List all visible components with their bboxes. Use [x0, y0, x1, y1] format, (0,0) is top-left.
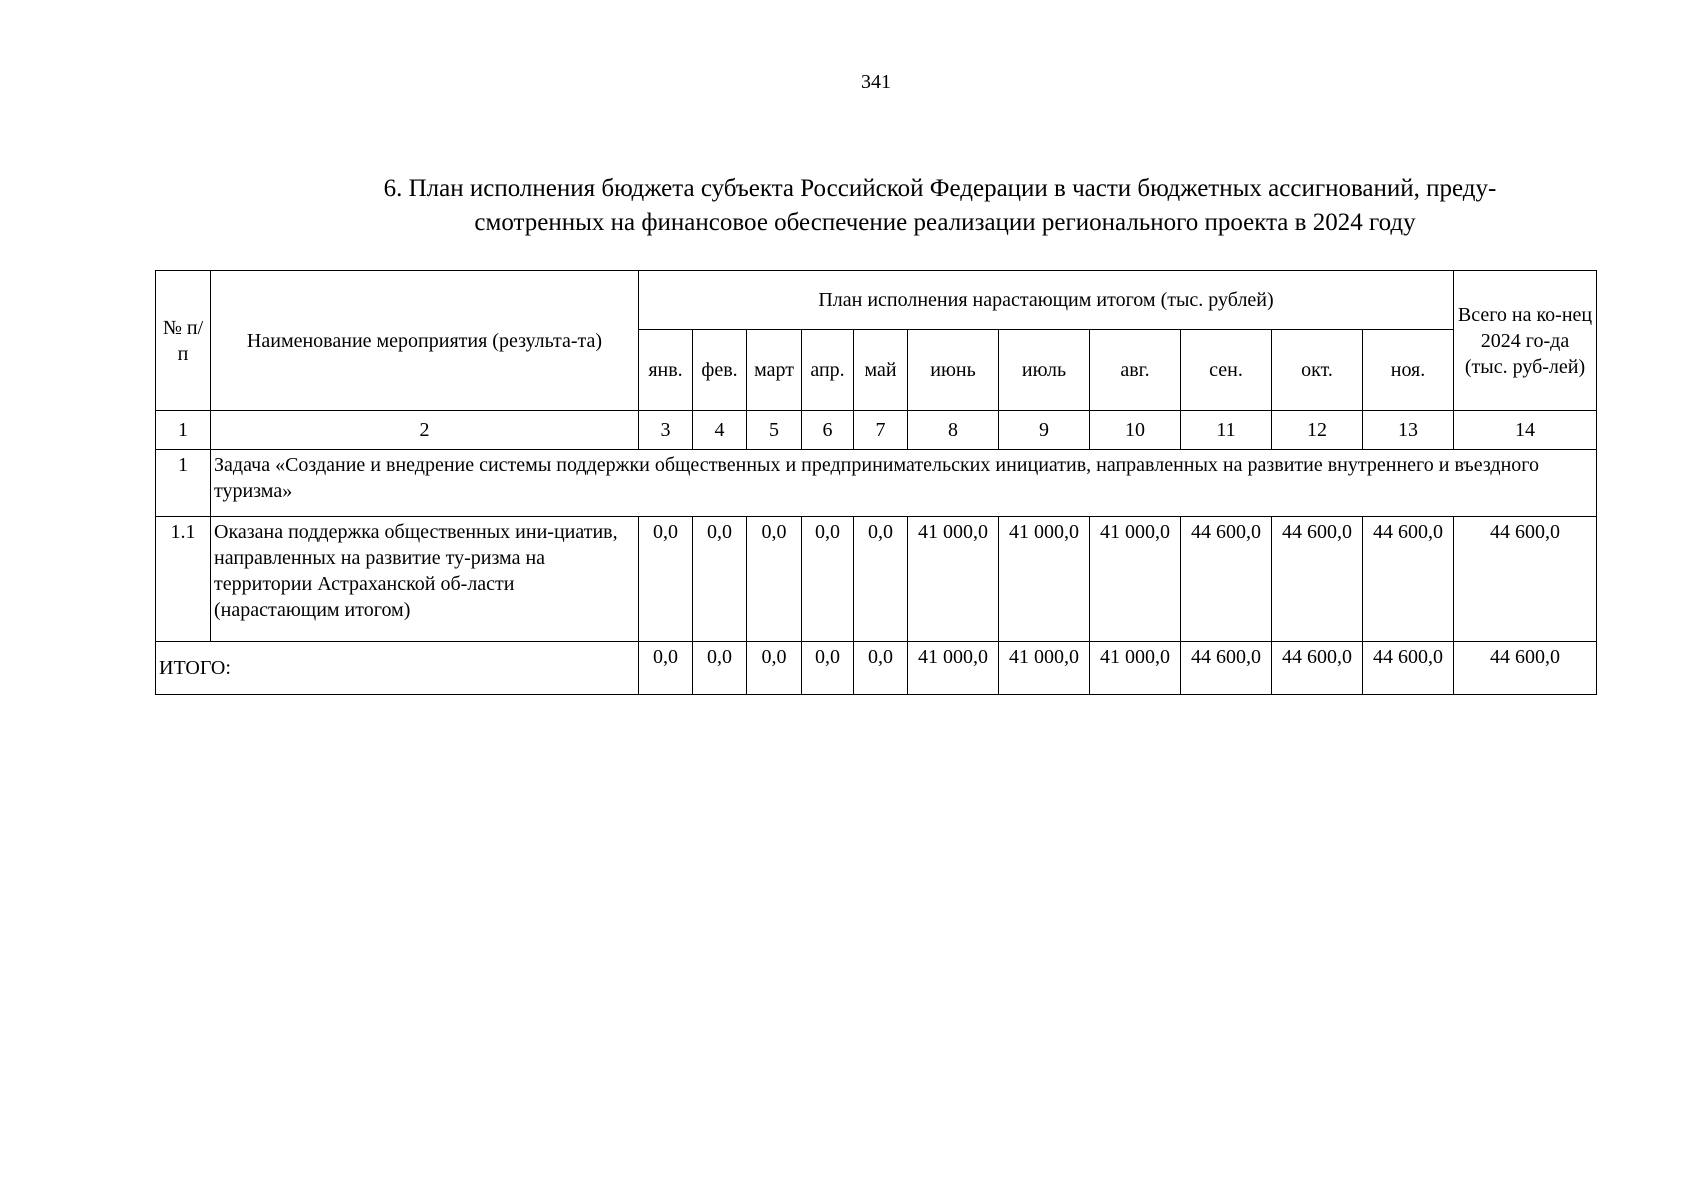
header-total: Всего на ко-нец 2024 го-да (тыс. руб-лей) — [1454, 271, 1597, 411]
item-num: 1.1 — [156, 517, 211, 642]
item-value: 44 600,0 — [1181, 517, 1272, 642]
total-value: 44 600,0 — [1181, 642, 1272, 695]
budget-plan-table — [155, 270, 1597, 695]
total-value: 0,0 — [854, 642, 908, 695]
header-plan: План исполнения нарастающим итогом (тыс. рублей) — [639, 271, 1454, 330]
item-value: 44 600,0 — [1272, 517, 1363, 642]
section-title — [280, 172, 1600, 240]
total-label: ИТОГО: — [156, 642, 639, 695]
header-month: март — [747, 330, 802, 411]
total-value: 41 000,0 — [999, 642, 1090, 695]
item-value: 0,0 — [639, 517, 693, 642]
header-month: ноя. — [1363, 330, 1454, 411]
header-month: авг. — [1090, 330, 1181, 411]
header-month: июль — [999, 330, 1090, 411]
total-value: 41 000,0 — [908, 642, 999, 695]
index-cell: 10 — [1090, 411, 1181, 450]
header-month: окт. — [1272, 330, 1363, 411]
task-row — [156, 450, 1597, 517]
total-value: 0,0 — [747, 642, 802, 695]
section-title-line-2: смотренных на финансовое обеспечение реализации регионального проекта в 2024 году — [474, 209, 1416, 236]
task-text: Задача «Создание и внедрение системы поддержки общественных и предпринимательских инициатив, направленных на развитие внутреннего и въездного туризма» — [211, 450, 1597, 517]
item-value: 41 000,0 — [1090, 517, 1181, 642]
total-value: 44 600,0 — [1272, 642, 1363, 695]
index-cell: 3 — [639, 411, 693, 450]
total-value: 0,0 — [693, 642, 747, 695]
header-month: янв. — [639, 330, 693, 411]
total-value: 0,0 — [639, 642, 693, 695]
header-month: май — [854, 330, 908, 411]
total-value: 0,0 — [802, 642, 854, 695]
header-month: апр. — [802, 330, 854, 411]
total-value: 41 000,0 — [1090, 642, 1181, 695]
index-cell: 6 — [802, 411, 854, 450]
index-cell: 5 — [747, 411, 802, 450]
index-cell: 13 — [1363, 411, 1454, 450]
header-month: сен. — [1181, 330, 1272, 411]
item-value: 0,0 — [747, 517, 802, 642]
header-name: Наименование мероприятия (результа-та) — [211, 271, 639, 411]
index-cell: 8 — [908, 411, 999, 450]
item-name: Оказана поддержка общественных ини-циатив, направленных на развитие ту-ризма на территории Астраханской об-ласти (нарастающим итогом) — [211, 517, 639, 642]
header-month: июнь — [908, 330, 999, 411]
page-number: 341 — [861, 71, 891, 93]
item-value: 0,0 — [802, 517, 854, 642]
table-index-row — [156, 411, 1597, 450]
index-cell: 14 — [1454, 411, 1597, 450]
index-cell: 9 — [999, 411, 1090, 450]
index-cell: 7 — [854, 411, 908, 450]
index-cell: 1 — [156, 411, 211, 450]
index-cell: 11 — [1181, 411, 1272, 450]
item-value: 0,0 — [693, 517, 747, 642]
index-cell: 4 — [693, 411, 747, 450]
item-value: 41 000,0 — [999, 517, 1090, 642]
table-row — [156, 517, 1597, 642]
section-title-line-1: 6. План исполнения бюджета субъекта Российской Федерации в части бюджетных ассигнований, преду- — [383, 175, 1497, 202]
item-value: 44 600,0 — [1363, 517, 1454, 642]
total-value: 44 600,0 — [1363, 642, 1454, 695]
task-num: 1 — [156, 450, 211, 517]
total-grand: 44 600,0 — [1454, 642, 1597, 695]
index-cell: 12 — [1272, 411, 1363, 450]
header-num: № п/п — [156, 271, 211, 411]
total-row — [156, 642, 1597, 695]
index-cell: 2 — [211, 411, 639, 450]
table-header-row — [156, 271, 1597, 330]
item-total: 44 600,0 — [1454, 517, 1597, 642]
item-value: 0,0 — [854, 517, 908, 642]
item-value: 41 000,0 — [908, 517, 999, 642]
header-month: фев. — [693, 330, 747, 411]
